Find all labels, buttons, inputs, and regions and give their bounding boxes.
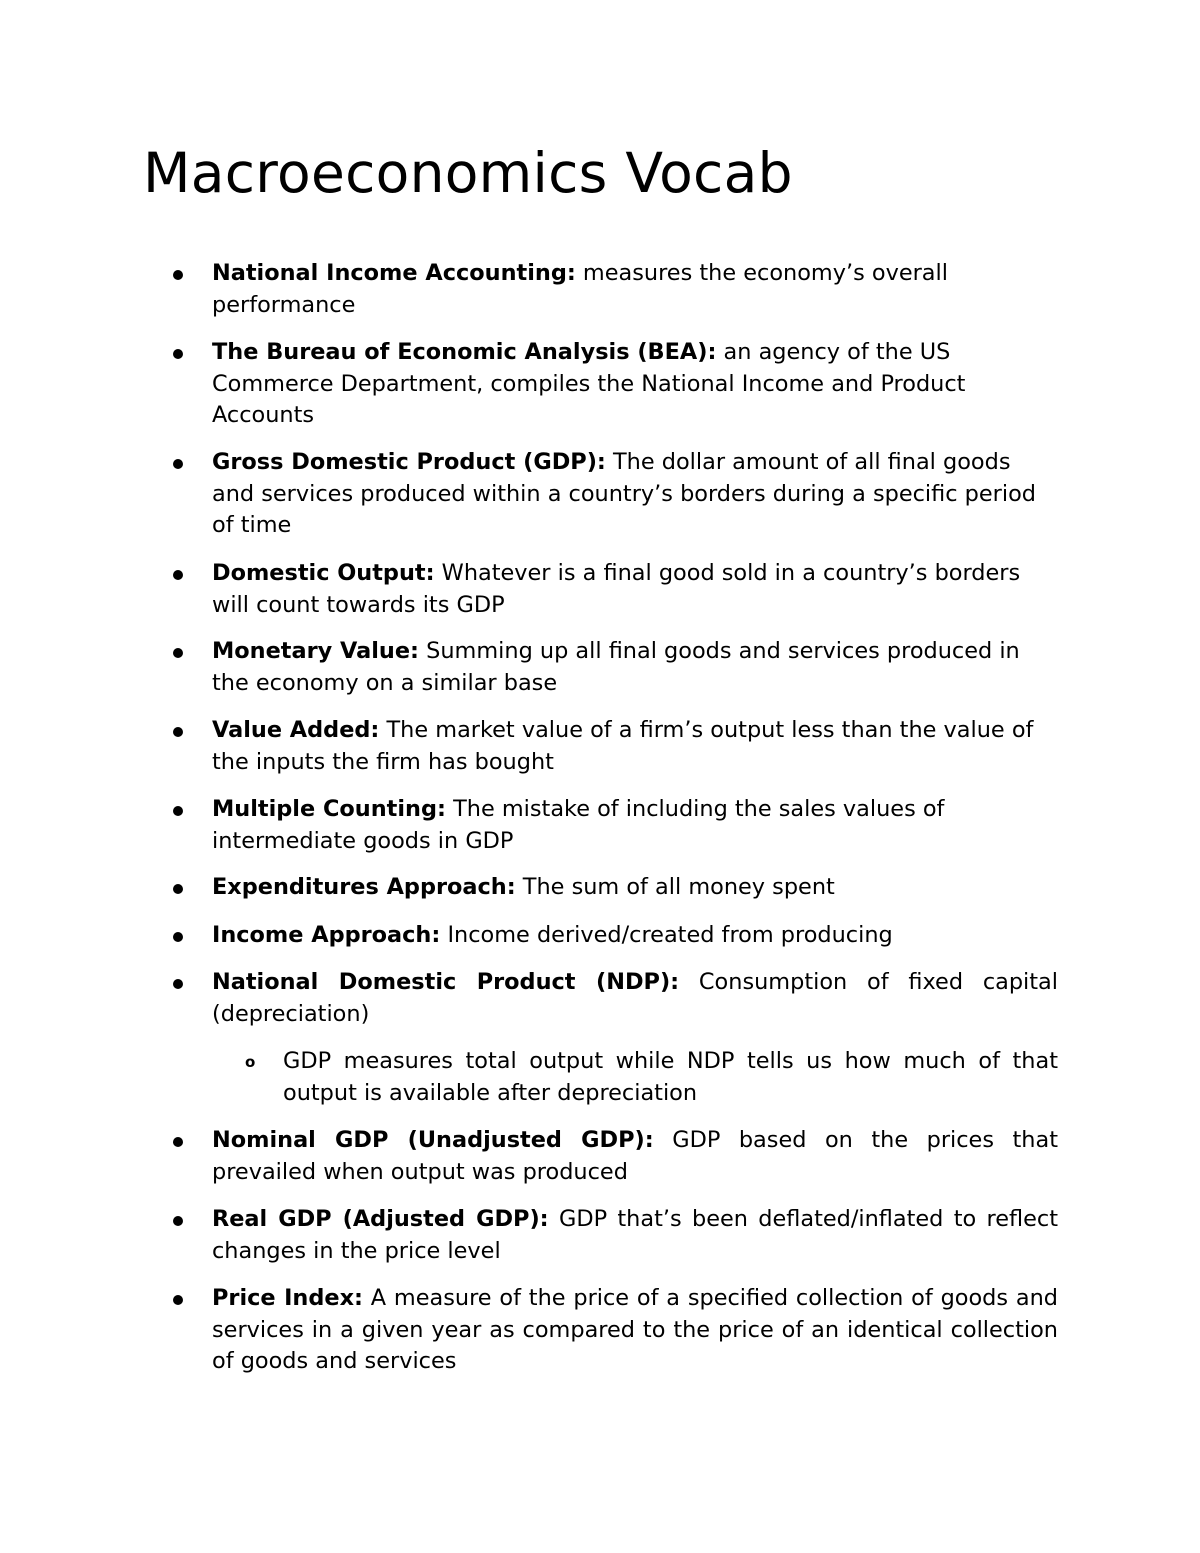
vocab-definition: GDP that’s been deflated/inflated to reflect changes in the price level	[212, 1206, 1059, 1264]
vocab-term: Income Approach:	[212, 922, 441, 948]
vocab-sub-definition: GDP measures total output while NDP tells us how much of that output is available after depreciation	[283, 1048, 1058, 1106]
vocab-definition: Whatever is a final good sold in a country’s borders will count towards its GDP	[212, 560, 1021, 618]
vocab-term: Domestic Output:	[212, 560, 435, 586]
vocab-definition: Income derived/created from producing	[440, 922, 893, 948]
bullet-icon	[173, 727, 183, 737]
vocab-definition: The market value of a firm’s output less than the value of the inputs the firm has bought	[212, 717, 1034, 775]
bullet-icon	[173, 648, 183, 658]
vocab-definition: an agency of the US Commerce Department, compiles the National Income and Product Accounts	[212, 339, 966, 428]
bullet-icon	[173, 349, 183, 359]
vocab-entry-bea	[212, 337, 1058, 432]
vocab-term: Nominal GDP (Unadjusted GDP):	[212, 1127, 654, 1153]
vocab-term: National Income Accounting:	[212, 260, 576, 286]
vocab-term: Gross Domestic Product (GDP):	[212, 449, 606, 475]
sub-bullet-icon: o	[245, 1053, 256, 1071]
vocab-definition: The dollar amount of all final goods and services produced within a country’s borders during a specific period of time	[212, 449, 1037, 538]
vocab-term: Value Added:	[212, 717, 380, 743]
bullet-icon	[173, 932, 183, 942]
bullet-icon	[173, 979, 183, 989]
vocab-entry-income-approach	[212, 920, 1058, 952]
vocab-term: Expenditures Approach:	[212, 874, 516, 900]
vocab-entry-ndp	[212, 967, 1058, 1030]
document-title: Macroeconomics Vocab	[143, 141, 793, 205]
vocab-definition: A measure of the price of a specified collection of goods and services in a given year as compared to the price of an identical collection of goods and services	[212, 1285, 1058, 1374]
vocab-entry-price-index	[212, 1283, 1058, 1378]
vocab-entry-monetary-value	[212, 636, 1058, 699]
vocab-entry-nominal-gdp	[212, 1125, 1058, 1188]
bullet-icon	[173, 570, 183, 580]
bullet-icon	[173, 884, 183, 894]
vocab-definition: Consumption of fixed capital (depreciation)	[212, 969, 1059, 1027]
bullet-icon	[173, 1216, 183, 1226]
vocab-sub-entry-ndp	[245, 1046, 1058, 1109]
vocab-entry-value-added	[212, 715, 1058, 778]
vocab-entry-multiple-counting	[212, 794, 1058, 857]
vocab-term: Multiple Counting:	[212, 796, 446, 822]
vocab-definition: Summing up all final goods and services produced in the economy on a similar base	[212, 638, 1020, 696]
vocab-definition: measures the economy’s overall performance	[212, 260, 948, 318]
vocab-term: National Domestic Product (NDP):	[212, 969, 680, 995]
bullet-icon	[173, 1137, 183, 1147]
vocab-term: Price Index:	[212, 1285, 363, 1311]
bullet-icon	[173, 270, 183, 280]
vocab-term: Real GDP (Adjusted GDP):	[212, 1206, 549, 1232]
vocab-entry-real-gdp	[212, 1204, 1058, 1267]
vocab-entry-national-income-accounting	[212, 258, 1058, 321]
vocab-definition: The mistake of including the sales values of intermediate goods in GDP	[212, 796, 945, 854]
bullet-icon	[173, 806, 183, 816]
bullet-icon	[173, 1295, 183, 1305]
vocab-entry-domestic-output	[212, 558, 1058, 621]
vocab-entry-gdp	[212, 447, 1058, 542]
bullet-icon	[173, 459, 183, 469]
vocab-term: The Bureau of Economic Analysis (BEA):	[212, 339, 717, 365]
vocab-definition: GDP based on the prices that prevailed when output was produced	[212, 1127, 1058, 1185]
vocab-entry-expenditures-approach	[212, 872, 1058, 904]
vocab-definition: The sum of all money spent	[515, 874, 835, 900]
vocab-term: Monetary Value:	[212, 638, 420, 664]
